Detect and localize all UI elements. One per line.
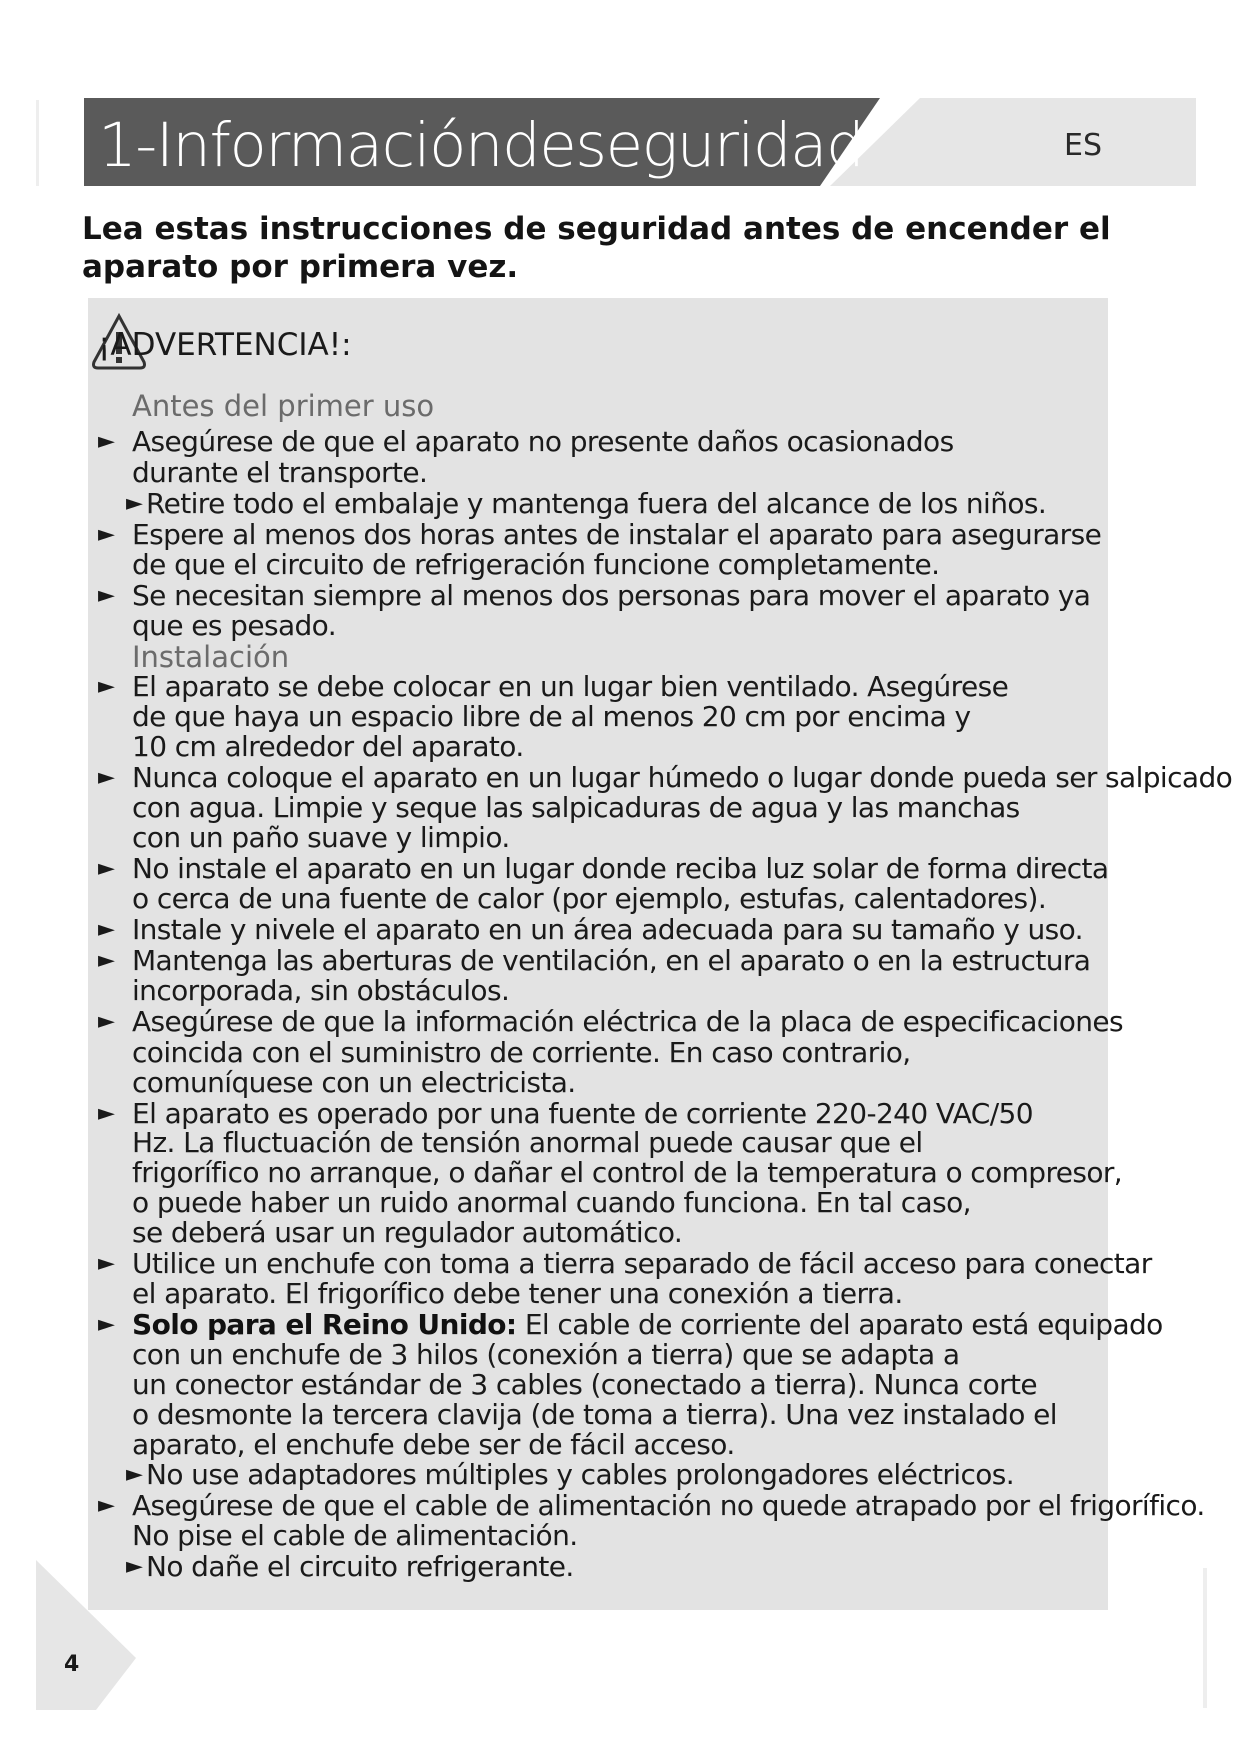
bullet-marker-icon: ► <box>126 1462 143 1487</box>
list-item-line: se deberá usar un regulador automático. <box>132 1216 683 1249</box>
bullet-marker-icon: ► <box>98 1251 115 1276</box>
bullet-marker-icon: ► <box>98 1009 115 1034</box>
list-item-line: con un paño suave y limpio. <box>132 821 510 854</box>
bullet-marker-icon: ► <box>98 522 115 547</box>
list-item-line: frigorífico no arranque, o dañar el control de la temperatura o compresor, <box>132 1156 1123 1189</box>
bullet-marker-icon: ► <box>98 1493 115 1518</box>
list-item-line: Asegúrese de que la información eléctrica de la placa de especificaciones <box>132 1005 1124 1038</box>
bullet-marker-icon: ► <box>98 583 115 608</box>
list-item-line: incorporada, sin obstáculos. <box>132 974 510 1007</box>
bullet-marker-icon: ► <box>126 1554 143 1579</box>
list-item-line: Se necesitan siempre al menos dos personas para mover el aparato ya <box>132 579 1091 612</box>
list-item-line: que es pesado. <box>132 609 337 642</box>
list-item-line: Instale y nivele el aparato en un área adecuada para su tamaño y uso. <box>132 913 1083 946</box>
list-item-line: El aparato se debe colocar en un lugar bien ventilado. Asegúrese <box>132 670 1009 703</box>
bullet-marker-icon: ► <box>98 1101 115 1126</box>
intro-text: Lea estas instrucciones de seguridad antes de encender el aparato por primera vez. <box>82 211 1111 285</box>
list-item-line: El aparato es operado por una fuente de corriente 220-240 VAC/50 <box>132 1097 1033 1130</box>
list-item-line: No pise el cable de alimentación. <box>132 1519 578 1552</box>
list-item-line: coincida con el suministro de corriente. En caso contrario, <box>132 1036 911 1069</box>
list-item-line: durante el transporte. <box>132 456 428 489</box>
list-item-line: Mantenga las aberturas de ventilación, en el aparato o en la estructura <box>132 944 1091 977</box>
bullet-marker-icon: ► <box>98 1312 115 1337</box>
list-item-line: Asegúrese de que el cable de alimentación no quede atrapado por el frigorífico. <box>132 1489 1205 1522</box>
list-item-line: o cerca de una fuente de calor (por ejemplo, estufas, calentadores). <box>132 882 1047 915</box>
page-title: 1-Informacióndeseguridad <box>98 110 864 181</box>
list-item-line: de que el circuito de refrigeración funcione completamente. <box>132 548 940 581</box>
bullet-marker-icon: ► <box>98 429 115 454</box>
bullet-marker-icon: ► <box>98 948 115 973</box>
list-item-line: o desmonte la tercera clavija (de toma a tierra). Una vez instalado el <box>132 1398 1057 1431</box>
list-item-line: aparato, el enchufe debe ser de fácil acceso. <box>132 1428 735 1461</box>
header-light-shape <box>830 98 1196 186</box>
bullet-marker-icon: ► <box>126 491 143 516</box>
list-item-line: Asegúrese de que el aparato no presente daños ocasionados <box>132 425 954 458</box>
list-item-line: No instale el aparato en un lugar donde reciba luz solar de forma directa <box>132 852 1109 885</box>
list-item-line: Utilice un enchufe con toma a tierra separado de fácil acceso para conectar <box>132 1247 1152 1280</box>
list-item-line: o puede haber un ruido anormal cuando funciona. En tal caso, <box>132 1186 971 1219</box>
list-item-line: Hz. La fluctuación de tensión anormal puede causar que el <box>132 1126 923 1159</box>
bullet-marker-icon: ► <box>98 856 115 881</box>
bullet-marker-icon: ► <box>98 674 115 699</box>
bold-lead-text: Solo para el Reino Unido: <box>132 1308 517 1341</box>
right-edge-mark <box>1203 1568 1207 1708</box>
warning-title: ¡ADVERTENCIA!: <box>98 327 352 363</box>
footer-corner-shape <box>36 1560 140 1710</box>
list-item-line: Nunca coloque el aparato en un lugar húmedo o lugar donde pueda ser salpicado <box>132 761 1233 794</box>
list-item-line: Retire todo el embalaje y mantenga fuera del alcance de los niños. <box>146 487 1047 520</box>
list-item-line: Solo para el Reino Unido: El cable de corriente del aparato está equipado <box>132 1308 1163 1341</box>
list-item-line: No use adaptadores múltiples y cables prolongadores eléctricos. <box>146 1458 1015 1491</box>
list-item-line: Espere al menos dos horas antes de instalar el aparato para asegurarse <box>132 518 1102 551</box>
list-item-line: con agua. Limpie y seque las salpicaduras de agua y las manchas <box>132 791 1020 824</box>
language-code: ES <box>1064 128 1102 163</box>
section-heading: Antes del primer uso <box>132 389 435 423</box>
list-item-line: de que haya un espacio libre de al menos 20 cm por encima y <box>132 700 971 733</box>
bullet-marker-icon: ► <box>98 917 115 942</box>
list-item-line: con un enchufe de 3 hilos (conexión a tierra) que se adapta a <box>132 1338 960 1371</box>
section-heading: Instalación <box>132 640 290 674</box>
list-item-line: comuníquese con un electricista. <box>132 1066 576 1099</box>
list-item-line: un conector estándar de 3 cables (conectado a tierra). Nunca corte <box>132 1368 1038 1401</box>
page-number: 4 <box>64 1652 80 1677</box>
bullet-marker-icon: ► <box>98 765 115 790</box>
list-item-line: el aparato. El frigorífico debe tener una conexión a tierra. <box>132 1277 903 1310</box>
list-item-line: No dañe el circuito refrigerante. <box>146 1550 574 1583</box>
list-item-line: 10 cm alrededor del aparato. <box>132 730 524 763</box>
